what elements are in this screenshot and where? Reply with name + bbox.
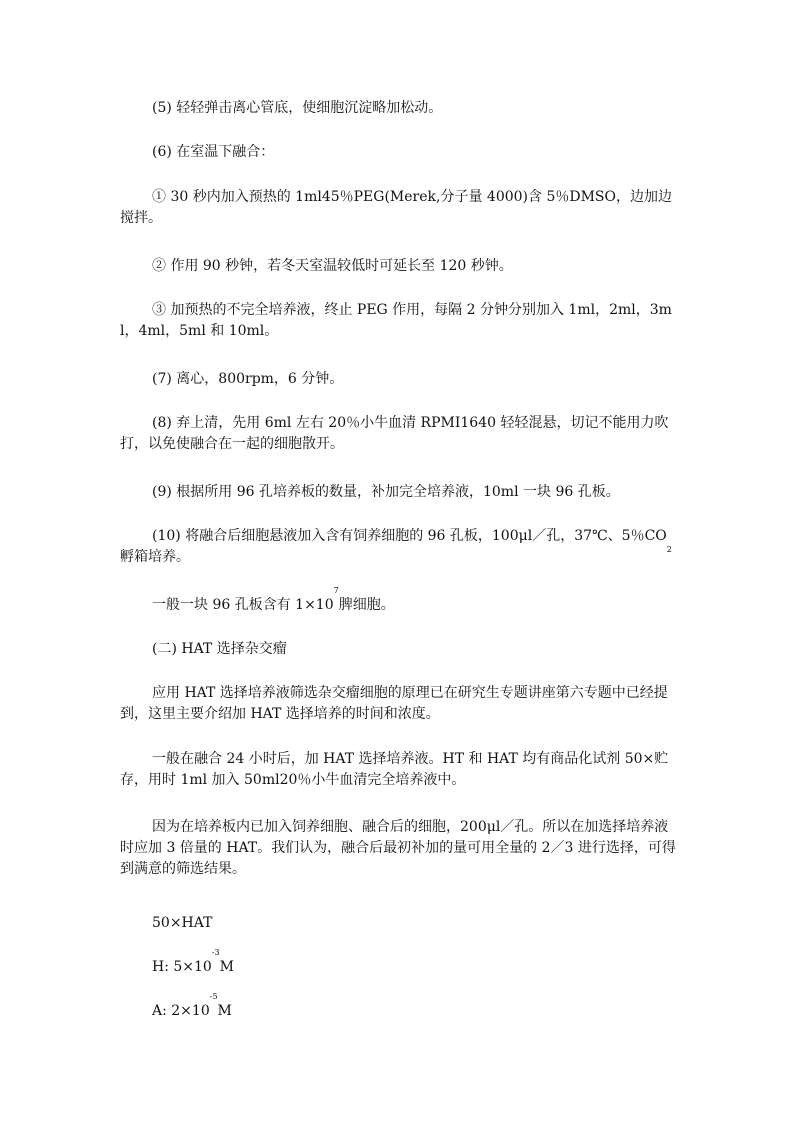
step-6-3-paragraph: [120, 300, 676, 342]
step-6-3-text: ③ 加预热的不完全培养液，终止 PEG 作用，每隔 2 分钟分别加入 1ml，2ml，3ml，4ml，5ml 和 10ml。: [120, 302, 672, 339]
principle-text: 应用 HAT 选择培养液筛选杂交瘤细胞的原理已在研究生专题讲座第六专题中已经提到，这里主要介绍加 HAT 选择培养的时间和浓度。: [120, 685, 668, 722]
exponent-superscript: 7: [333, 586, 339, 595]
dose-paragraph: [120, 817, 676, 880]
step-6-text: (6) 在室温下融合：: [152, 144, 275, 160]
step-9-paragraph: [120, 482, 676, 503]
hat-h-exponent: -3: [211, 948, 220, 957]
hat-a-text: A: 2×10: [152, 1003, 210, 1019]
step-6-2-text: ② 作用 90 秒钟，若冬天室温较低时可延长至 120 秒钟。: [152, 258, 513, 274]
step-8-paragraph: [120, 413, 676, 455]
step-7-text: (7) 离心，800rpm，6 分钟。: [152, 371, 344, 387]
step-10-paragraph: [120, 526, 676, 568]
step-10-text-end: 孵箱培养。: [120, 549, 190, 565]
section-2-heading: [120, 639, 676, 660]
co2-subscript: 2: [666, 545, 672, 554]
hat-a-line: [120, 992, 676, 1022]
hat-h-unit: M: [219, 959, 234, 975]
step-6-1-text: ① 30 秒内加入预热的 1ml45％PEG(Merek,分子量 4000)含 5％DMSO，边加边搅拌。: [120, 189, 672, 226]
step-5-text: (5) 轻轻弹击离心管底，使细胞沉淀略加松动。: [152, 100, 443, 116]
cells-per-plate-text: 一般一块 96 孔板含有 1×10: [152, 597, 334, 613]
step-5-paragraph: [120, 98, 676, 119]
timing-paragraph: [120, 749, 676, 791]
principle-paragraph: [120, 683, 676, 725]
step-6-1-paragraph: [120, 187, 676, 229]
hat-a-unit: M: [217, 1003, 232, 1019]
hat-a-exponent: -5: [209, 992, 218, 1001]
hat-title-line: [120, 913, 676, 934]
step-10-text: (10) 将融合后细胞悬液加入含有饲养细胞的 96 孔板，100μl／孔，37℃、5％CO: [152, 528, 667, 544]
dose-text: 因为在培养板内已加入饲养细胞、融合后的细胞，200μl／孔。所以在加选择培养液时应加 3 倍量的 HAT。我们认为，融合后最初补加的量可用全量的 2／3 进行选择，可得到满意的筛选结果。: [120, 819, 676, 877]
step-7-paragraph: [120, 369, 676, 390]
hat-title-text: 50×HAT: [152, 915, 213, 931]
step-6-paragraph: [120, 142, 676, 163]
step-8-text: (8) 弃上清，先用 6ml 左右 20％小牛血清 RPMI1640 轻轻混悬，切记不能用力吹打，以免使融合在一起的细胞散开。: [120, 415, 669, 452]
timing-text: 一般在融合 24 小时后，加 HAT 选择培养液。HT 和 HAT 均有商品化试剂 50×贮存，用时 1ml 加入 50ml20％小牛血清完全培养液中。: [120, 751, 669, 788]
hat-h-line: [120, 948, 676, 978]
cells-per-plate-text-end: 脾细胞。: [338, 597, 395, 613]
section-2-text: (二) HAT 选择杂交瘤: [152, 641, 287, 657]
step-9-text: (9) 根据所用 96 孔培养板的数量，补加完全培养液，10ml 一块 96 孔板。: [152, 484, 620, 500]
hat-h-text: H: 5×10: [152, 959, 212, 975]
step-6-2-paragraph: [120, 256, 676, 277]
cells-per-plate-paragraph: [120, 586, 676, 616]
